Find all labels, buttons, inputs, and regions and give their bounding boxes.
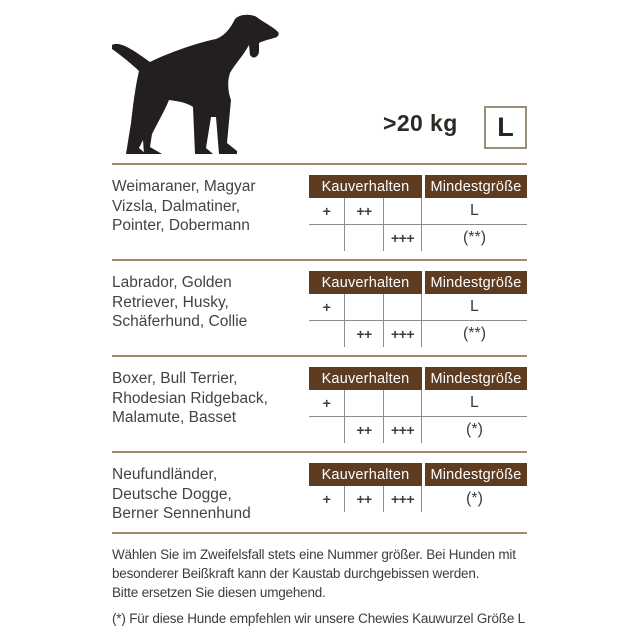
breed-line: Vizsla, Dalmatiner, [112,197,241,215]
breed-line: Pointer, Dobermann [112,217,250,234]
table-row [309,417,527,443]
chew-level-cell [384,390,422,416]
kauverhalten-header: Kauverhalten [309,175,422,198]
chew-level-cell: +++ [384,321,422,347]
mindestgroesse-header: Mindestgröße [425,175,527,198]
breed-section-4 [112,451,527,532]
chew-table [309,271,527,347]
chew-table [309,175,527,251]
note-line: Bitte ersetzen Sie diesen umgehend. [112,584,326,600]
table-row [309,198,527,225]
mindestgroesse-header: Mindestgröße [425,367,527,390]
chew-level-cell: + [309,486,345,512]
breed-line: Boxer, Bull Terrier, [112,370,238,387]
breed-list [112,271,302,347]
breed-section-1 [112,163,527,259]
table-header-row [309,463,527,486]
breed-line: Weimaraner, Magyar [112,178,256,195]
breed-line: Retriever, Husky, [112,293,229,311]
table-row [309,294,527,321]
chew-level-cell: +++ [384,417,422,443]
breed-line: Neufundländer, [112,466,218,483]
breed-list [112,463,302,524]
table-header-row [309,175,527,198]
chew-table [309,463,527,524]
table-row [309,321,527,347]
table-row [309,486,527,512]
mindestgroesse-header: Mindestgröße [425,271,527,294]
breed-line: Labrador, Golden [112,274,232,291]
chew-level-cell: + [309,294,345,320]
kauverhalten-header: Kauverhalten [309,463,422,486]
chew-level-cell [309,225,345,251]
chew-level-cell [345,390,384,416]
chew-level-cell: + [309,198,345,224]
min-size-cell: (**) [462,325,487,342]
chew-level-cell [345,225,384,251]
breed-line: Schäferhund, Collie [112,313,248,330]
breed-section-3 [112,355,527,451]
table-header-row [309,367,527,390]
min-size-cell: (*) [466,421,483,438]
table-header-row [309,271,527,294]
kauverhalten-header: Kauverhalten [309,271,422,294]
breed-line: Berner Sennenhund [112,505,251,522]
asterisk-note: (*) Für diese Hunde empfehlen wir unsere Chewies Kauwurzel Größe L [112,610,525,626]
chew-level-cell: ++ [345,321,384,347]
note-line: besonderer Beißkraft kann der Kaustab durchgebissen werden. [112,565,480,581]
size-badge: L [484,106,527,149]
chew-level-cell: ++ [345,486,384,512]
chew-level-cell: ++ [345,417,384,443]
breed-line: Malamute, Basset [112,409,237,426]
min-size-cell: L [470,298,479,315]
content-column [112,163,527,628]
chew-level-cell [384,294,422,320]
chew-level-cell: ++ [345,198,384,224]
breed-list [112,367,302,443]
breed-section-2 [112,259,527,355]
weight-label: >20 kg [383,110,458,136]
min-size-cell: (*) [466,490,483,507]
kauverhalten-header: Kauverhalten [309,367,422,390]
table-row [309,390,527,417]
chew-level-cell: + [309,390,345,416]
chew-level-cell [309,321,345,347]
breed-line: Deutsche Dogge, [112,485,232,503]
footer-note [112,532,527,628]
min-size-cell: L [470,394,479,411]
chew-level-cell: +++ [384,225,422,251]
chew-level-cell [309,417,345,443]
min-size-cell: L [470,202,479,219]
min-size-cell: (**) [462,229,487,246]
chew-level-cell [345,294,384,320]
chew-level-cell [384,198,422,224]
dog-silhouette-icon [106,12,286,158]
chew-table [309,367,527,443]
note-line: Wählen Sie im Zweifelsfall stets eine Nummer größer. Bei Hunden mit [112,546,516,562]
breed-line: Rhodesian Ridgeback, [112,389,268,407]
mindestgroesse-header: Mindestgröße [425,463,527,486]
chew-level-cell: +++ [384,486,422,512]
table-row [309,225,527,251]
breed-list [112,175,302,251]
